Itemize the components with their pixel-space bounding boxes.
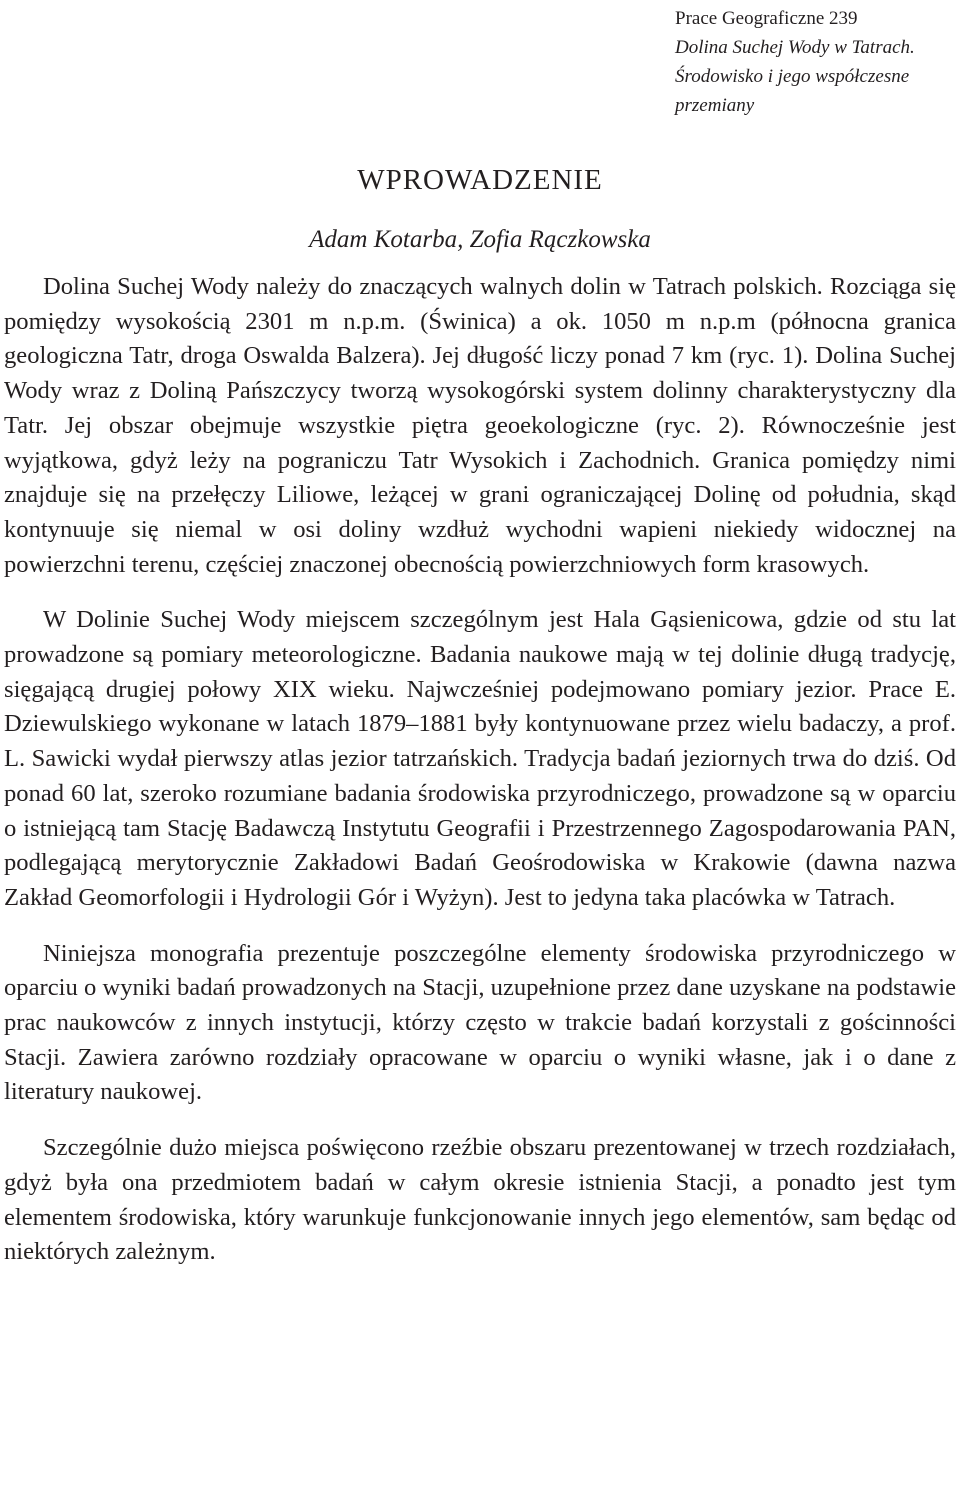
volume-title-line1: Dolina Suchej Wody w Tatrach. [675, 37, 915, 58]
paragraph-3: Niniejsza monografia prezentuje poszczególne elementy środowiska przyrodniczego w oparciu o wyniki badań prowadzonych na Stacji, uzupełnione przez dane uzyskane na podstawie prac naukowców z innych instytucji, którzy często w trakcie badań korzystali z gościnności Stacji. Zawiera zarówno rozdziały opracowane w oparciu o wyniki własne, jak i o dane z literatury naukowej. [4, 939, 956, 1106]
paragraph-4: Szczególnie dużo miejsca poświęcono rzeźbie obszaru prezentowanej w trzech rozdziałach, gdyż była ona przedmiotem badań w całym okresie istnienia Stacji, a ponadto jest tym elementem środowiska, który warunkuje funkcjonowanie innych jego elementów, sam będąc od niektórych zależnym. [4, 1134, 956, 1266]
chapter-title: WPROWADZENIE [357, 164, 603, 196]
volume-title-line2: Środowisko i jego współczesne przemiany [675, 66, 910, 116]
paragraph-1: Dolina Suchej Wody należy do znaczących walnych dolin w Tatrach polskich. Rozciąga się pomiędzy wysokością 2301 m n.p.m. (Świnica) a ok. 1050 m n.p.m (północna granica geologiczna Tatr, droga Oswalda Balzera). Jej długość liczy ponad 7 km (ryc. 1). Dolina Suchej Wody wraz z Doliną Pańszczycy tworzą wysokogórski system dolinny charakterystyczny dla Tatr. Jej obszar obejmuje wszystkie piętra geoekologiczne (ryc. 2). Równocześnie jest wyjątkowa, gdyż leży na pograniczu Tatr Wysokich i Zachodnich. Granica pomiędzy nimi znajduje się na przełęczy Liliowe, leżącej w grani ograniczającej Dolinę od południa, skąd kontynuuje się niemal w osi doliny wzdłuż wychodni wapieni niekiedy widocznej na powierzchni terenu, częściej znaczonej obecnością powierzchniowych form krasowych. [4, 273, 956, 578]
chapter-authors: Adam Kotarba, Zofia Rączkowska [309, 226, 651, 253]
running-header [675, 4, 955, 120]
series-title: Prace Geograficzne 239 [675, 8, 858, 29]
paragraph-2: W Dolinie Suchej Wody miejscem szczególnym jest Hala Gąsienicowa, gdzie od stu lat prowadzone są pomiary meteorologiczne. Badania naukowe mają w tej dolinie długą tradycję, sięgającą drugiej połowy XIX wieku. Najwcześniej podejmowano pomiary jezior. Prace E. Dziewulskiego wykonane w latach 1879–1881 były kontynuowane przez wielu badaczy, a prof. L. Sawicki wydał pierwszy atlas jezior tatrzańskich. Tradycja badań jeziornych trwa do dziś. Od ponad 60 lat, szeroko rozumiane badania środowiska przyrodniczego, prowadzone są w oparciu o istniejącą tam Stację Badawczą Instytutu Geografii i Przestrzennego Zagospodarowania PAN, podlegającą merytorycznie Zakładowi Badań Geośrodowiska w Krakowie (dawna nazwa Zakład Geomorfologii i Hydrologii Gór i Wyżyn). Jest to jedyna taka placówka w Tatrach. [4, 606, 956, 911]
chapter-body [4, 270, 956, 1270]
